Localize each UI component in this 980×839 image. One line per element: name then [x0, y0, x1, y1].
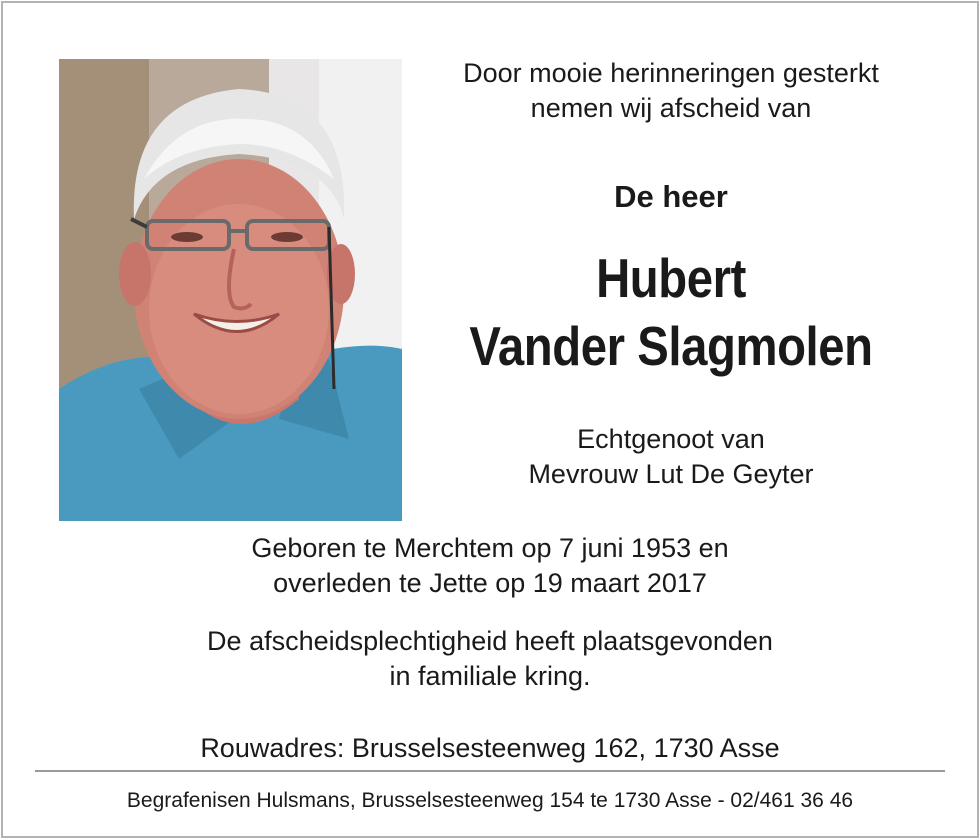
lifespan-line-2: overleden te Jette op 19 maart 2017	[273, 568, 707, 598]
deceased-name	[455, 244, 887, 380]
mourning-address: Rouwadres: Brusselsesteenweg 162, 1730 Asse	[200, 733, 780, 763]
intro-line-2: nemen wij afscheid van	[530, 93, 812, 123]
first-name: Hubert	[596, 247, 746, 309]
spouse-line-1: Echtgenoot van	[577, 424, 765, 454]
honorific: De heer	[614, 179, 728, 214]
divider	[35, 770, 945, 772]
last-name: Vander Slagmolen	[469, 315, 873, 377]
ceremony-line-2: in familiale kring.	[389, 661, 591, 691]
portrait-photo	[59, 59, 402, 521]
lifespan-line-1: Geboren te Merchtem op 7 juni 1953 en	[251, 533, 729, 563]
ceremony-text	[0, 624, 980, 694]
spouse-text	[420, 422, 922, 492]
funeral-home-footer: Begrafenisen Hulsmans, Brusselsesteenweg 154 te 1730 Asse - 02/461 36 46	[126, 789, 854, 812]
ceremony-line-1: De afscheidsplechtigheid heeft plaatsgevonden	[207, 626, 773, 656]
intro-line-1: Door mooie herinneringen gesterkt	[463, 58, 879, 88]
intro-text	[420, 56, 922, 126]
lifespan-text	[0, 531, 980, 601]
spouse-line-2: Mevrouw Lut De Geyter	[528, 459, 814, 489]
